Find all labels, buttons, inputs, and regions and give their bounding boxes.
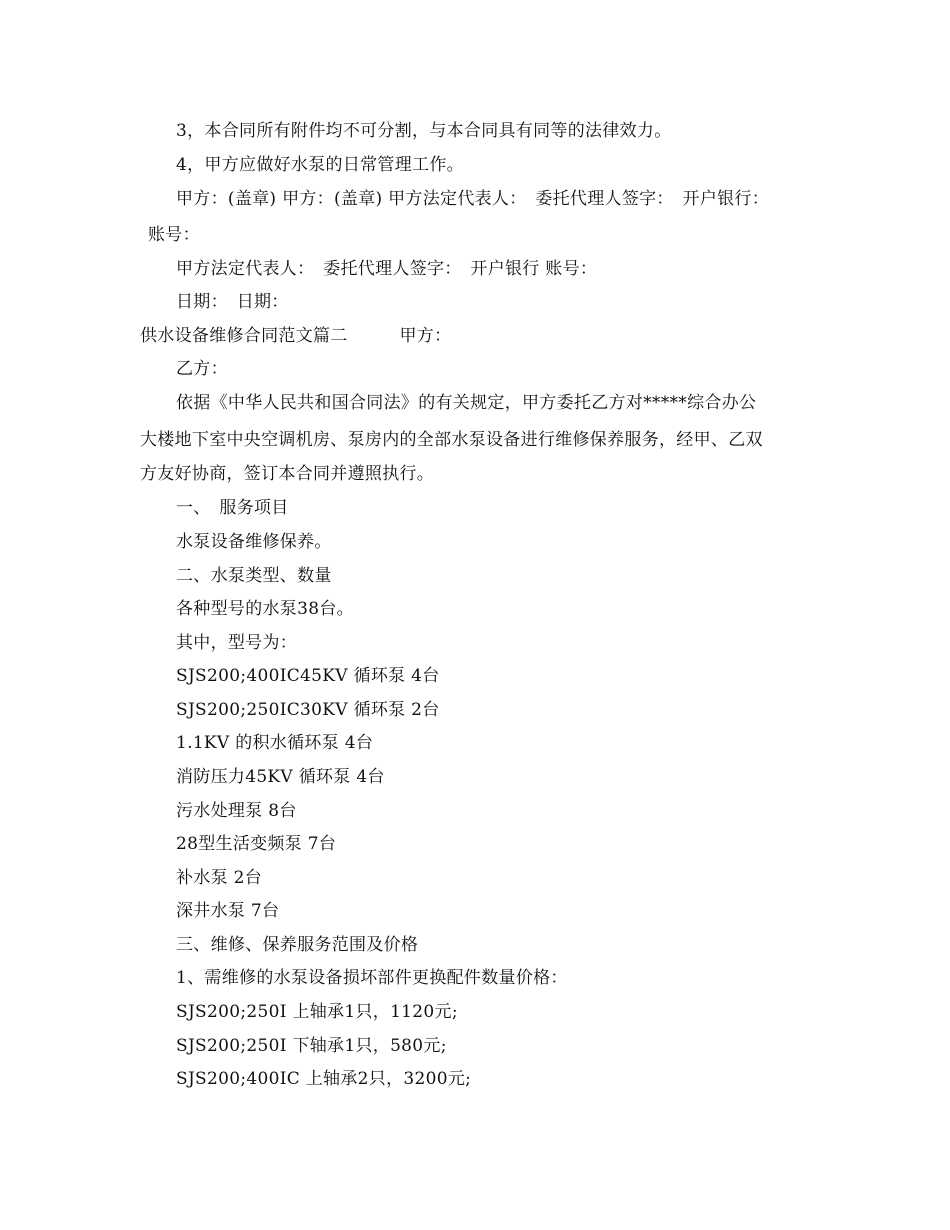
list-item: SJS200;250I 下轴承1只，580元;: [176, 1036, 447, 1056]
list-item: 1.1KV 的积水循环泵 4台: [176, 733, 374, 753]
paragraph-line: 3，本合同所有附件均不可分割，与本合同具有同等的法律效力。: [176, 121, 672, 141]
list-item: 消防压力45KV 循环泵 4台: [176, 767, 385, 787]
paragraph-line: 水泵设备维修保养。: [176, 532, 332, 552]
paragraph-line: 4，甲方应做好水泵的日常管理工作。: [176, 155, 464, 175]
paragraph-line: 账号：: [148, 225, 200, 245]
paragraph-line: 甲方：(盖章) 甲方：(盖章) 甲方法定代表人： 委托代理人签字： 开户银行：: [176, 189, 770, 209]
paragraph-line: 一、 服务项目: [176, 498, 289, 518]
paragraph-line: 1、需维修的水泵设备损坏部件更换配件数量价格：: [176, 968, 568, 988]
paragraph-line: 二、水泵类型、数量: [176, 566, 332, 586]
paragraph-line: 乙方：: [176, 359, 228, 379]
list-item: 深井水泵 7台: [176, 901, 280, 921]
paragraph-line: 日期： 日期：: [176, 292, 289, 312]
list-item: SJS200;250IC30KV 循环泵 2台: [176, 700, 440, 720]
paragraph-line: 其中，型号为：: [176, 633, 298, 653]
list-item: 28型生活变频泵 7台: [176, 834, 337, 854]
paragraph-line: 甲方法定代表人： 委托代理人签字： 开户银行 账号：: [176, 259, 598, 279]
list-item: SJS200;250I 上轴承1只，1120元;: [176, 1002, 458, 1022]
list-item: SJS200;400IC45KV 循环泵 4台: [176, 666, 440, 686]
paragraph-line: 各种型号的水泵38台。: [176, 599, 354, 619]
list-item: 污水处理泵 8台: [176, 801, 297, 821]
section-heading: 供水设备维修合同范文篇二 甲方：: [140, 326, 452, 346]
paragraph-line: 大楼地下室中央空调机房、泵房内的全部水泵设备进行维修保养服务，经甲、乙双: [140, 430, 763, 450]
paragraph-line: 方友好协商，签订本合同并遵照执行。: [140, 464, 435, 484]
list-item: SJS200;400IC 上轴承2只，3200元;: [176, 1069, 472, 1089]
paragraph-line: 依据《中华人民共和国合同法》的有关规定，甲方委托乙方对*****综合办公: [176, 393, 757, 413]
paragraph-line: 三、维修、保养服务范围及价格: [176, 935, 419, 955]
list-item: 补水泵 2台: [176, 868, 263, 888]
